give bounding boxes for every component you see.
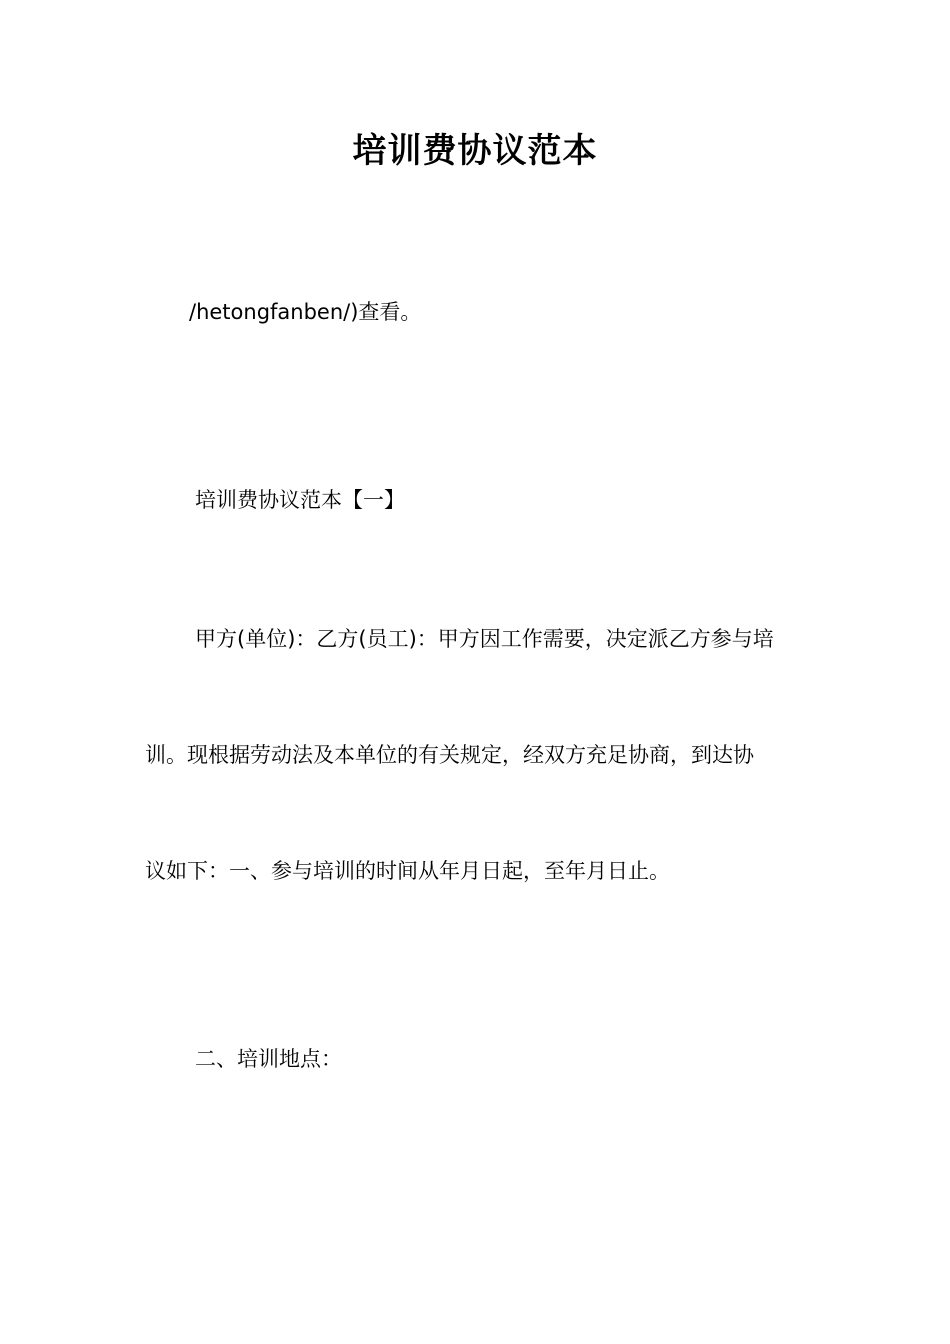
paragraph-line: 议如下：一、参与培训的时间从年月日起，至年月日止。	[145, 859, 670, 883]
paragraph-line: 甲方(单位)：乙方(员工)：甲方因工作需要，决定派乙方参与培	[195, 627, 774, 651]
clause-heading: 二、培训地点：	[195, 1047, 342, 1071]
section-heading: 培训费协议范本【一】	[195, 488, 405, 512]
reference-line: /hetongfanben/)查看。	[189, 300, 422, 324]
document-title: 培训费协议范本	[352, 131, 598, 171]
paragraph-line: 训。现根据劳动法及本单位的有关规定，经双方充足协商，到达协	[145, 743, 754, 767]
